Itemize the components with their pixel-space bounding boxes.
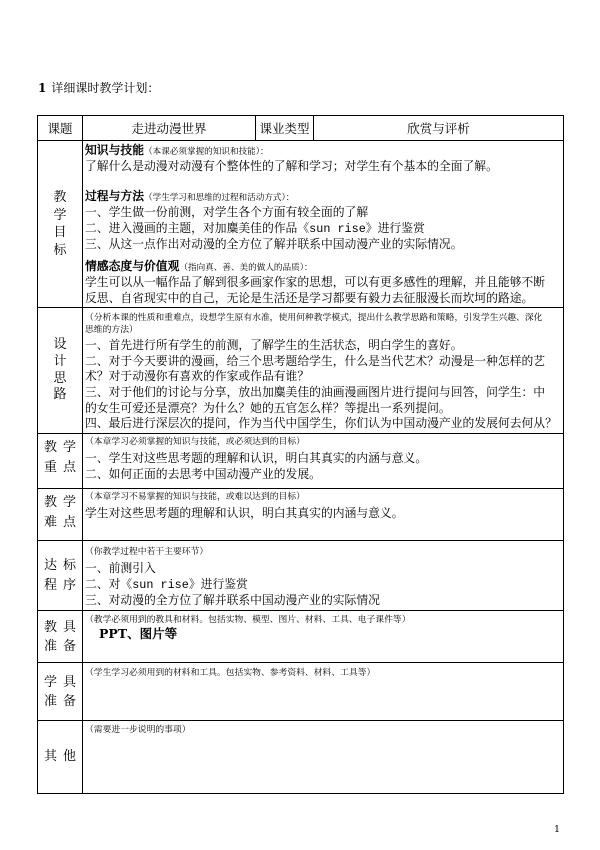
- procedure-label-line: 达标: [44, 557, 83, 573]
- design-line: 三、对于他们的讨论与分享，放出加麋美佳的油画漫画图片进行提问与回答，问学生：中: [85, 385, 546, 400]
- design-line: 一、首先进行所有学生的前测，了解学生的生活状态，明白学生的喜好。: [85, 338, 463, 352]
- procedure-row: [38, 540, 563, 610]
- key-points-hint: （本章学习必须掌握的知识与技能，或必须达到的目标）: [85, 437, 305, 447]
- procedure-label: [38, 541, 82, 610]
- objectives-row: [38, 140, 563, 307]
- key-points-label-line: 教学: [44, 440, 83, 455]
- process-line: 一、学生做一份前测，对学生各个方面有较全面的了解: [85, 205, 369, 219]
- design-line: 四、最后进行深层次的提问，作为当代中国学生，你们认为中国动漫产业的发展何去何从？: [85, 416, 557, 431]
- objectives-label-char: 标: [53, 242, 67, 258]
- topic-label: 课题: [47, 121, 73, 136]
- lesson-plan-table: [37, 115, 564, 794]
- student-materials-label: [38, 663, 82, 720]
- key-points-label: [38, 434, 82, 488]
- other-row: [38, 720, 563, 793]
- process-hint: （学生学习和思维的过程和活动方式）：: [144, 193, 295, 203]
- objectives-label-char: 学: [53, 207, 67, 223]
- process-line-text: 》进行鉴赏: [365, 221, 425, 235]
- difficulties-label-line: 难点: [44, 515, 83, 530]
- document-heading: [38, 80, 159, 96]
- key-points-line: 一、学生对这些思考题的理解和认识，明白其真实的内涵与意义。: [85, 451, 428, 465]
- student-materials-label-line: 学具: [44, 674, 83, 690]
- objectives-content: [82, 141, 563, 307]
- objectives-label: [38, 141, 82, 307]
- key-points-label-line: 重点: [44, 460, 83, 475]
- header-row: [38, 116, 563, 140]
- emotion-hint: （指向真、善、美的做人的品质）：: [179, 263, 313, 273]
- teaching-aids-label: [38, 611, 82, 662]
- design-hint: （分析本课的性质和重难点，设想学生原有水准，使用何种教学模式，提出什么教学思路和策略，引发学生兴趣、深化: [85, 313, 543, 323]
- teaching-aids-content: [82, 611, 563, 662]
- artwork-title: sun rise: [309, 222, 366, 236]
- other-label: [38, 721, 82, 793]
- design-line: 二、对于今天要讲的漫画，给三个思考题给学生，什么是当代艺术？动漫是一种怎样的艺: [85, 353, 546, 368]
- teaching-aids-row: [38, 610, 563, 662]
- teaching-aids-hint: （教学必须用到的教具和材料。包括实物、模型、图片、材料、工具、电子课件等）: [85, 615, 411, 625]
- other-content: [82, 721, 563, 793]
- student-materials-label-line: 准备: [44, 693, 83, 709]
- teaching-aids-value: PPT、图片等: [99, 626, 178, 641]
- design-label: [38, 308, 82, 433]
- process-line-text: 二、进入漫画的主题，对加麋美佳的作品《: [85, 221, 310, 235]
- design-line: 术？对于动漫你有喜欢的作家或作品有谁？: [85, 369, 310, 384]
- procedure-hint: （你教学过程中若干主要环节）: [85, 547, 209, 557]
- knowledge-title: 知识与技能: [85, 143, 144, 157]
- emotion-heading: [85, 258, 563, 274]
- key-points-line: 二、如何正面的去思考中国动漫产业的发展。: [85, 467, 321, 481]
- lesson-type-value: 欣赏与评析: [313, 116, 563, 140]
- difficulties-content: [82, 489, 563, 540]
- emotion-line: 学生可以从一幅作品了解到很多画家作家的思想，可以有更多感性的理解，并且能够不断: [85, 275, 546, 289]
- process-title: 过程与方法: [85, 189, 144, 203]
- design-label-char: 思: [53, 370, 67, 386]
- procedure-line: 三、对动漫的全方位了解并联系中国动漫产业的实际情况: [85, 593, 380, 607]
- design-line: 的女生可爱还是漂亮？为什么？她的五官怎么样？等提出一系列提问。: [85, 400, 451, 415]
- procedure-content: [82, 541, 563, 610]
- knowledge-line: 了解什么是动漫对动漫有个整体性的了解和学习；对学生有个基本的全面了解。: [85, 159, 498, 173]
- topic-value: 走进动漫世界: [82, 116, 255, 140]
- heading-number: 1: [38, 81, 47, 95]
- teaching-aids-label-line: 教具: [44, 619, 83, 635]
- student-materials-hint: （学生学习必须用到的材料和工具。包括实物、参考资料、材料、工具等）: [85, 668, 376, 678]
- key-points-content: [82, 434, 563, 488]
- procedure-line: [85, 576, 563, 592]
- objectives-label-char: 教: [53, 190, 67, 205]
- emotion-line: 反思、自省现实中的自己，无论是生活还是学习都要有毅力去征服漫长而坎坷的路途。: [85, 291, 534, 305]
- procedure-line-text: 二、对《: [85, 577, 133, 591]
- knowledge-hint: （本课必须掌握的知识和技能）：: [144, 147, 269, 157]
- other-label-line: 其他: [44, 749, 83, 764]
- page-number: 1: [554, 824, 561, 835]
- procedure-line: 一、前测引入: [85, 561, 156, 575]
- student-materials-row: [38, 662, 563, 720]
- design-content: [82, 308, 563, 433]
- difficulties-label: [38, 489, 82, 540]
- key-points-row: [38, 433, 563, 488]
- difficulties-row: [38, 488, 563, 540]
- teaching-aids-label-line: 准备: [44, 638, 83, 654]
- student-materials-content: [82, 663, 563, 720]
- process-heading: [85, 188, 563, 204]
- process-line: 三、从这一点作出对动漫的全方位了解并联系中国动漫产业的实际情况。: [85, 237, 463, 251]
- emotion-title: 情感态度与价值观: [85, 259, 180, 273]
- knowledge-heading: [85, 142, 563, 158]
- design-label-char: 设: [53, 337, 67, 353]
- procedure-label-line: 程序: [44, 577, 83, 593]
- difficulties-hint: （本章学习不易掌握的知识与技能，或难以达到的目标）: [85, 492, 305, 502]
- design-hint: 思维的方法）: [85, 325, 138, 335]
- design-row: [38, 307, 563, 433]
- procedure-line-text: 》进行鉴赏: [188, 577, 248, 591]
- design-label-char: 路: [53, 387, 67, 403]
- heading-title: 详细课时教学计划：: [51, 81, 160, 95]
- objectives-label-char: 目: [53, 225, 67, 240]
- difficulties-label-line: 教学: [44, 495, 83, 510]
- process-line: [85, 220, 563, 236]
- lesson-type-label: 课业类型: [255, 116, 313, 140]
- other-hint: （需要进一步说明的事项）: [85, 725, 191, 735]
- artwork-title: sun rise: [132, 578, 189, 592]
- design-label-char: 计: [53, 353, 67, 369]
- difficulties-line: 学生对这些思考题的理解和认识，明白其真实的内涵与意义。: [85, 506, 404, 520]
